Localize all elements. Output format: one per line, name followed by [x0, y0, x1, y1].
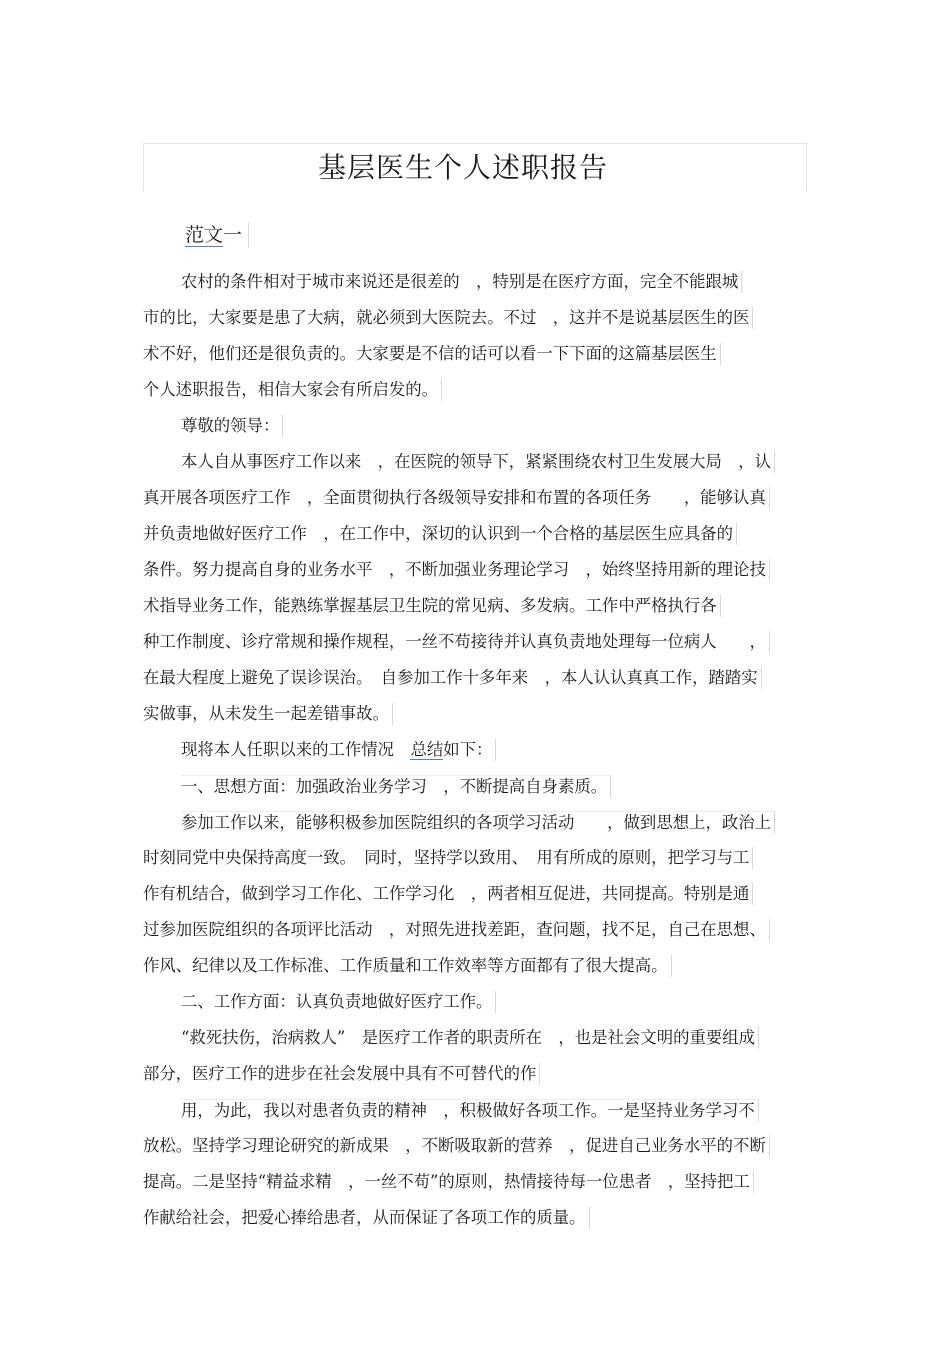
paragraph-line: 术不好，他们还是很负责的。大家要是不信的话可以看一下下面的这篇基层医生: [143, 343, 721, 365]
paragraph-line: 作有机结合，做到学习工作化、工作学习化 ，两者相互促进，共同提高。特别是通: [143, 883, 753, 905]
paragraph-line: 提高。二是坚持“精益求精 ，一丝不苟”的原则，热情接待每一位患者 ，坚持把工: [143, 1171, 754, 1193]
paragraph-line: 在最大程度上避免了误诊误治。 自参加工作十多年来 ，本人认认真真工作，踏踏实: [143, 667, 762, 689]
paragraph-line: 种工作制度、诊疗常规和操作规程，一丝不苟接待并认真负责地处理每一位病人 ，: [143, 631, 770, 653]
paragraph-line: “救死扶伤，治病救人” 是医疗工作者的职责所在 ，也是社会文明的重要组成: [181, 1027, 759, 1049]
paragraph-line: 条件。努力提高自身的业务水平 ，不断加强业务理论学习 ，始终坚持用新的理论技: [143, 559, 770, 581]
summary-lead: 现将本人任职以来的工作情况: [181, 740, 411, 759]
summary-tail: 如下：: [443, 740, 493, 759]
section-heading-ideology: 一、思想方面：加强政治业务学习 ，不断提高自身素质。: [181, 775, 611, 798]
paragraph-line: 参加工作以来，能够积极参加医院组织的各项学习活动 ，做到思想上，政治上: [181, 811, 775, 834]
paragraph-line: 时刻同党中央保持高度一致。 同时，坚持学以致用、 用有所成的原则，把学习与工: [143, 847, 753, 869]
summary-keyword: 总结: [410, 740, 444, 759]
section-heading-underlined: 范文: [185, 224, 224, 246]
paragraph-line: 真开展各项医疗工作 ，全面贯彻执行各级领导安排和布置的各项任务 ，能够认真: [143, 487, 770, 509]
paragraph-line: [181, 739, 496, 761]
section-heading-work: 二、工作方面：认真负责地做好医疗工作。: [181, 991, 496, 1013]
paragraph-line: 部分，医疗工作的进步在社会发展中具有不可替代的作: [143, 1063, 540, 1085]
paragraph-line: 作风、纪律以及工作标准、工作质量和工作效率等方面都有了很大提高。: [143, 955, 672, 977]
paragraph-line: 实做事，从未发生一起差错事故。: [143, 703, 393, 725]
section-heading: [185, 222, 249, 248]
paragraph-line: 本人自从事医疗工作以来 ，在医院的领导下，紧紧围绕农村卫生发展大局 ，认: [181, 451, 775, 473]
paragraph-line: 作献给社会，把爱心捧给患者，从而保证了各项工作的质量。: [143, 1207, 590, 1229]
paragraph-line: 术指导业务工作，能熟练掌握基层卫生院的常见病、多发病。工作中严格执行各: [143, 595, 721, 617]
paragraph-line: 用，为此，我以对患者负责的精神 ，积极做好各项工作。一是坚持业务学习不: [181, 1099, 759, 1122]
salutation: 尊敬的领导：: [181, 415, 283, 437]
paragraph-line: 个人述职报告，相信大家会有所启发的。: [143, 379, 442, 401]
paragraph-line: 过参加医院组织的各项评比活动 ，对照先进找差距，查问题，找不足，自己在思想、: [143, 919, 770, 941]
section-heading-number: 一: [223, 224, 243, 246]
paragraph-line: 放松。坚持学习理论研究的新成果 ，不断吸取新的营养 ，促进自己业务水平的不断: [143, 1135, 770, 1157]
paragraph-line: 农村的条件相对于城市来说还是很差的 ，特别是在医疗方面，完全不能跟城: [181, 271, 742, 293]
paragraph-line: 市的比，大家要是患了大病，就必须到大医院去。不过 ，这并不是说基层医生的医: [143, 307, 753, 329]
document-title: 基层医生个人述职报告: [317, 151, 608, 184]
paragraph-line: 并负责地做好医疗工作 ，在工作中，深切的认识到一个合格的基层医生应具备的: [143, 523, 737, 545]
